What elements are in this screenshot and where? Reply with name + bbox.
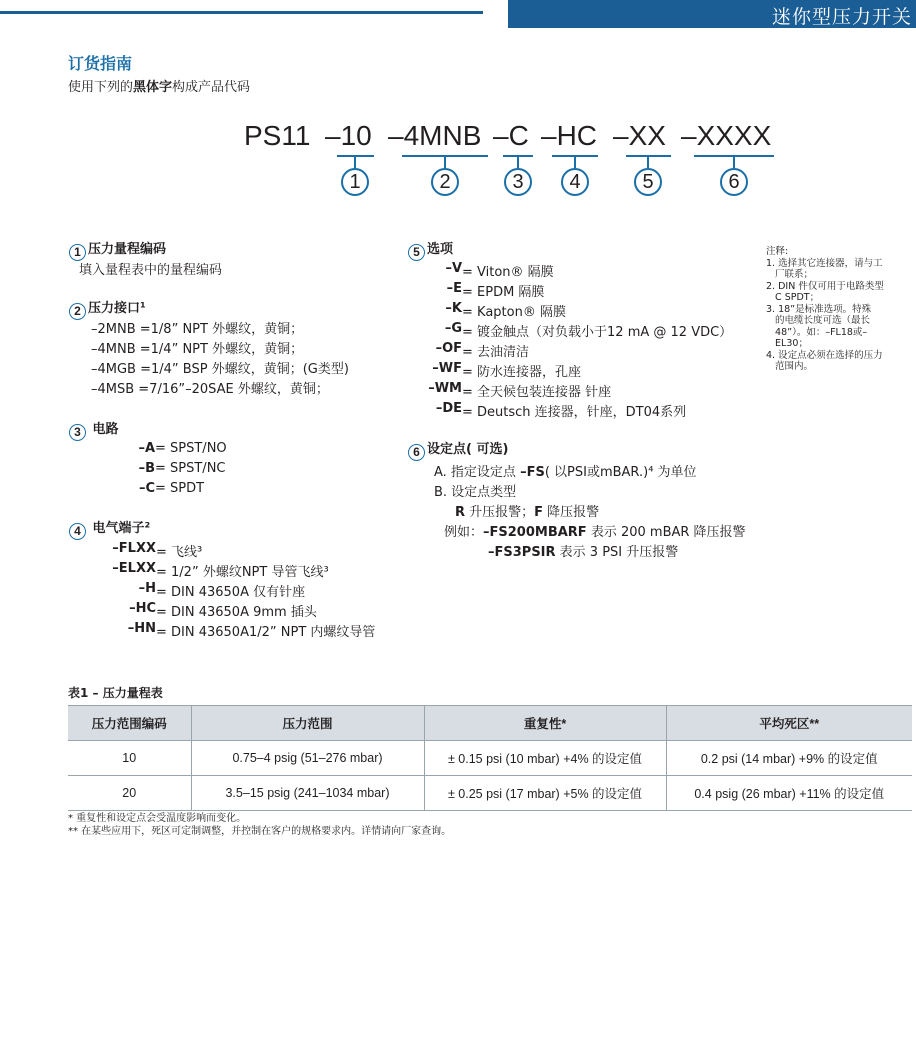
option-code: –WM — [428, 381, 462, 396]
terminal-desc: = DIN 43650A 仅有针座 — [156, 585, 306, 600]
code-connector-3 — [517, 157, 519, 168]
terminal-desc: = 飞线³ — [156, 545, 203, 560]
code-connector-4 — [574, 157, 576, 168]
header-rule — [0, 11, 483, 14]
section-heading: 电路 — [88, 422, 119, 437]
option-code: –OF — [435, 341, 462, 356]
code-connector-2 — [444, 157, 446, 168]
circuit-desc: = SPDT — [155, 481, 205, 496]
banner-title: 迷你型压力开关 — [771, 6, 912, 28]
setpoint-line-a: A. 指定设定点 –FS( 以PSI或mBAR.)⁴ 为单位 — [434, 465, 697, 480]
section-title: 订货指南 — [68, 54, 133, 73]
setpoint-example-1: 例如：–FS200MBARF 表示 200 mBAR 降压报警 — [444, 525, 746, 540]
table-header-row — [68, 706, 912, 741]
code-circle-4: 4 — [561, 168, 589, 196]
terminal-code: –FLXX — [112, 541, 156, 556]
code-part-base: PS11 — [244, 120, 311, 151]
option-desc: = Kapton® 隔膜 — [462, 305, 566, 320]
option-desc: = 镀金触点（对负载小于12 mA @ 12 VDC） — [462, 325, 733, 340]
code-connector-6 — [733, 157, 735, 168]
table-header: 压力范围 — [191, 706, 424, 741]
terminal-code: –ELXX — [112, 561, 156, 576]
port-option-2: –4MNB =1/4” NPT 外螺纹，黄铜； — [91, 342, 304, 357]
port-option-1: –2MNB =1/8” NPT 外螺纹，黄铜； — [91, 322, 304, 337]
footnote: * 重复性和设定点会受温度影响而变化。 — [68, 813, 247, 824]
section-heading: 压力接口¹ — [88, 301, 146, 316]
code-part-3: –C — [493, 120, 529, 151]
option-code: –K — [445, 301, 462, 316]
notes-block — [766, 246, 914, 373]
setpoint-line-b: B. 设定点类型 — [434, 485, 517, 500]
note-item: 2. DIN 件仅可用于电路类型 C SPDT； — [766, 280, 884, 303]
option-code: –DE — [435, 401, 462, 416]
section-electrical-terminal — [69, 519, 150, 540]
circuit-desc: = SPST/NO — [155, 441, 227, 456]
note-item: 1. 选择其它连接器，请与工 厂联系； — [766, 257, 883, 280]
section-heading: 电气端子² — [88, 521, 151, 536]
section-line: 填入量程表中的量程编码 — [79, 263, 223, 278]
section-setpoint — [408, 440, 508, 461]
code-part-5: –XX — [613, 120, 666, 151]
section-heading: 压力量程编码 — [88, 242, 167, 257]
circuit-desc: = SPST/NC — [155, 461, 226, 476]
section-heading: 选项 — [427, 242, 454, 257]
section-options — [408, 240, 453, 261]
section-pressure-range-code — [69, 240, 222, 281]
notes-title: 注释: — [766, 246, 789, 257]
code-circle-6: 6 — [720, 168, 748, 196]
table-caption: 表1 – 压力量程表 — [68, 686, 163, 700]
code-connector-1 — [354, 157, 356, 168]
pressure-range-table — [68, 705, 912, 811]
option-code: –V — [445, 261, 462, 276]
option-code: –E — [446, 281, 462, 296]
table-header: 平均死区** — [666, 706, 912, 741]
table-row — [68, 741, 912, 776]
option-desc: = Viton® 隔膜 — [462, 265, 554, 280]
terminal-desc: = 1/2” 外螺纹NPT 导管飞线³ — [156, 565, 329, 580]
table-cell: ± 0.25 psi (17 mbar) +5% 的设定值 — [424, 776, 666, 811]
setpoint-line-types: R 升压报警；F 降压报警 — [455, 505, 600, 520]
note-item: 4. 设定点必须在选择的压力 范围内。 — [766, 349, 883, 372]
table-cell: 0.4 psig (26 mbar) +11% 的设定值 — [666, 776, 912, 811]
footnote: ** 在某些应用下，死区可定制调整，并控制在客户的规格要求内。详情请向厂家查询。 — [68, 826, 452, 837]
table-cell: 3.5–15 psig (241–1034 mbar) — [191, 776, 424, 811]
header-banner — [508, 0, 916, 28]
number-circle-icon: 3 — [69, 424, 86, 441]
section-pressure-port — [69, 299, 349, 400]
section-circuit — [69, 420, 119, 441]
option-desc: = 全天候包装连接器 针座 — [462, 385, 612, 400]
number-circle-icon: 2 — [69, 303, 86, 320]
section-heading: 设定点( 可选) — [427, 442, 509, 457]
setpoint-example-2: –FS3PSIR 表示 3 PSI 升压报警 — [488, 545, 679, 560]
table-header: 重复性* — [424, 706, 666, 741]
circuit-code: –A — [138, 441, 155, 456]
option-code: –WF — [432, 361, 462, 376]
code-part-4: –HC — [541, 120, 598, 151]
table-cell: 0.2 psi (14 mbar) +9% 的设定值 — [666, 741, 912, 776]
circuit-code: –C — [138, 481, 155, 496]
table-row — [68, 776, 912, 811]
table-cell: 10 — [68, 741, 191, 776]
note-item: 3. 18”是标准选项。特殊 的电缆长度可选（最长 48”）。如：–FL18或– EL30； — [766, 303, 872, 349]
table-cell: ± 0.15 psi (10 mbar) +4% 的设定值 — [424, 741, 666, 776]
option-desc: = 防水连接器，孔座 — [462, 365, 582, 380]
table-cell: 0.75–4 psig (51–276 mbar) — [191, 741, 424, 776]
number-circle-icon: 5 — [408, 244, 425, 261]
circuit-code: –B — [138, 461, 155, 476]
code-part-6: –XXXX — [681, 120, 772, 151]
option-desc: = Deutsch 连接器，针座，DT04系列 — [462, 405, 687, 420]
number-circle-icon: 1 — [69, 244, 86, 261]
code-part-1: –10 — [325, 120, 372, 151]
number-circle-icon: 6 — [408, 444, 425, 461]
code-part-2: –4MNB — [388, 120, 482, 151]
option-desc: = 去油清洁 — [462, 345, 530, 360]
terminal-code: –HN — [127, 621, 156, 636]
terminal-code: –HC — [129, 601, 156, 616]
code-circle-2: 2 — [431, 168, 459, 196]
option-desc: = EPDM 隔膜 — [462, 285, 545, 300]
option-code: –G — [444, 321, 462, 336]
code-circle-1: 1 — [341, 168, 369, 196]
code-connector-5 — [647, 157, 649, 168]
terminal-code: –H — [138, 581, 156, 596]
code-circle-5: 5 — [634, 168, 662, 196]
intro-text: 使用下列的黑体字构成产品代码 — [68, 80, 251, 95]
code-circle-3: 3 — [504, 168, 532, 196]
number-circle-icon: 4 — [69, 523, 86, 540]
table-cell: 20 — [68, 776, 191, 811]
port-option-3: –4MGB =1/4” BSP 外螺纹，黄铜；(G类型) — [91, 362, 349, 377]
terminal-desc: = DIN 43650A 9mm 插头 — [156, 605, 317, 620]
table-header: 压力范围编码 — [68, 706, 191, 741]
terminal-desc: = DIN 43650A1/2” NPT 内螺纹导管 — [156, 625, 376, 640]
port-option-4: –4MSB =7/16”–20SAE 外螺纹，黄铜； — [91, 382, 329, 397]
